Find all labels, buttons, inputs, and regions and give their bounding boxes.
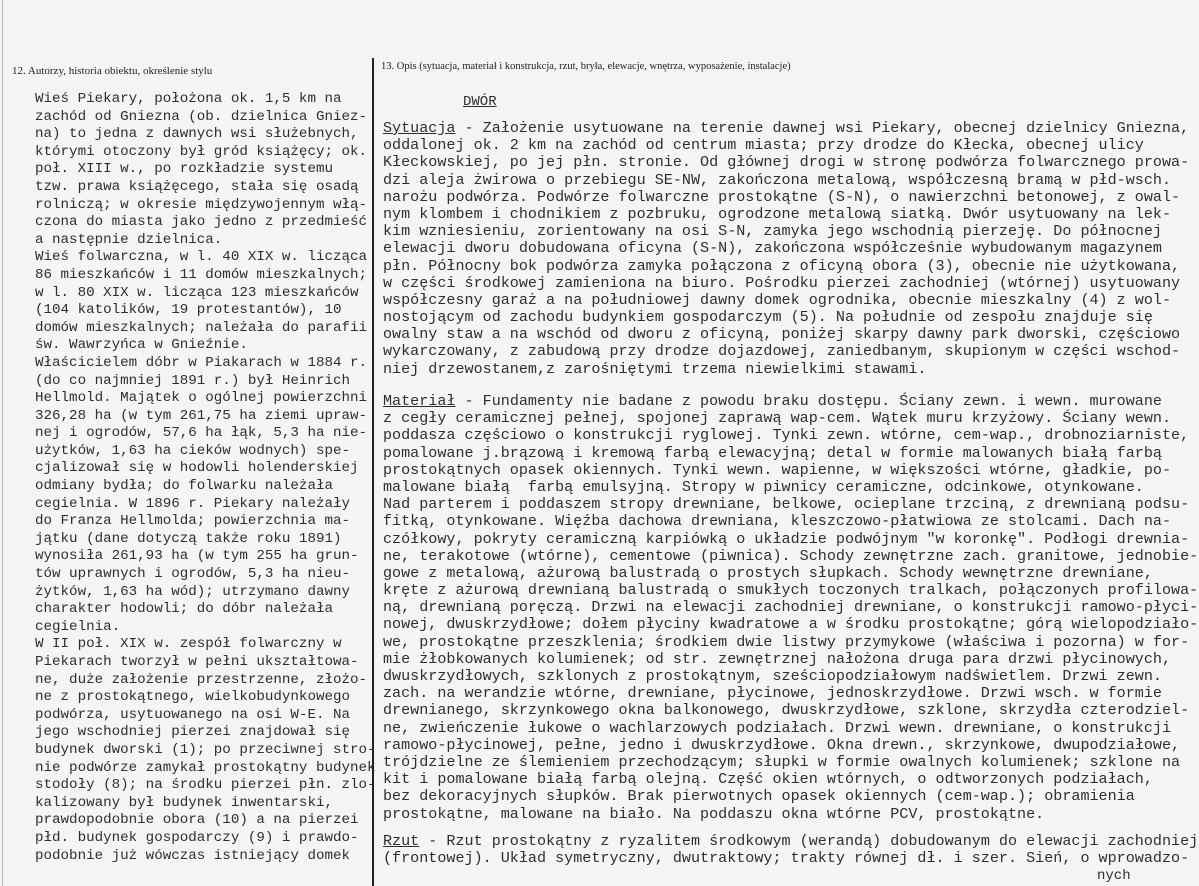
text-line: budynek dworski (1); po przeciwnej stro-: [35, 741, 376, 758]
text-line: nej i ogrodów, 57,6 ha łąk, 5,3 ha nie-: [35, 425, 368, 442]
text-line: ną, drewnianą poręczą. Drzwi na elewacji zachodniej drewniane, o konstrukcji ramowo-płyci-: [383, 598, 1199, 617]
text-line: kalizowany był budynek inwentarski,: [35, 794, 333, 811]
text-line: cegielnia. W 1896 r. Piekary należały: [35, 495, 351, 512]
text-line: kim wzniesieniu, zorientowany na osi S-N, zamyka jego wschodnią pierzeję. Do północnej: [383, 222, 1162, 241]
text-line: zachód od Gniezna (ob. dzielnica Gniez-: [35, 108, 368, 125]
text-line: podwórza, usytuowanego na osi W-E. Na: [35, 706, 351, 723]
text-line: wynosiła 261,93 ha (w tym 255 ha grun-: [35, 548, 359, 565]
text-line: pomalowane j.brązową i kremową farbą elewacyjną; detal w formie malowanych białą farbą: [383, 443, 1162, 462]
text-line: żytków, 1,63 ha wód); utrzymano dawny: [35, 583, 351, 600]
text-line: fitką, otynkowane. Więźba dachowa drewniana, kleszczowo-płatwiowa ze stolcami. Dach na-: [383, 512, 1172, 531]
text-line: prawdopodobnie obora (10) a na pierzei: [35, 812, 359, 829]
history-text: [35, 91, 376, 865]
text-line: jątku (dane dotyczą także roku 1891): [35, 530, 342, 547]
text-line: podobnie już wówczas istniejący domek: [35, 847, 351, 864]
text-line: współczesny garaż a na południowej dawny domek ogrodnika, obecnie mieszkalny (4) z wol-: [383, 290, 1172, 309]
text-line: kręte z ażurową drewnianą balustradą o smukłych toczonych tralkach, połączonych profilowa-: [383, 581, 1199, 600]
text-line: Wieś Piekary, położona ok. 1,5 km na: [35, 91, 342, 107]
text-line: ne z prostokątnego, wielkobudynkowego: [35, 689, 351, 706]
text-line: nie podwórze zamykał prostokątny budynek: [35, 759, 376, 776]
text-line: charakter hodowli; do dóbr należała: [35, 601, 333, 618]
text-line: cegielnia.: [35, 618, 121, 635]
text-line: Właścicielem dóbr w Piakarach w 1884 r.: [35, 354, 368, 371]
text-line: Piekarach tworzył w pełni ukształtowa-: [35, 654, 359, 670]
text-line: gowe z metalową, ażurową balustradą o prostych słupkach. Schody wewnętrzne drewniane,: [383, 563, 1153, 582]
text-line: trójdzielne ze ślemieniem przechodzącym; słupki w formie owalnych kolumienek; szklone na: [383, 752, 1181, 771]
text-line: domów mieszkalnych; należała do parafii: [35, 319, 368, 336]
text-line: ne, terakotowe (wtórne), cementowe (piwnica). Schody zewnętrzne zach. granitowe, jednobie-: [383, 546, 1199, 565]
text-line: dwuskrzydłowych, szklonych z prostokątnym, sześciopodziałowym nadświetlem. Drzwi zewn.: [383, 667, 1162, 685]
section-12-header: 12. Autorzy, historia obiektu, określenie stylu: [12, 65, 213, 77]
text-line: nostojącym od zachodu budynkiem gospodarczym (5). Na południe od zespołu znajduje się: [383, 308, 1153, 327]
paragraph-sytuacja: [383, 120, 1189, 378]
text-line: Nad parterem i poddaszem stropy drewniane, belkowe, ocieplane trzciną, z drewnianą podsu-: [383, 495, 1190, 514]
text-line: a następnie dzielnica.: [35, 231, 223, 248]
text-line: niej drzewostanem,z zarośniętymi trzema niewielkimi stawami.: [383, 359, 927, 378]
text-line: [383, 833, 1198, 850]
text-line: tów uprawnych i ogrodów, 5,3 ha nieu-: [35, 566, 351, 583]
text-line: [383, 393, 1198, 410]
text-line: narożu podwórza. Podwórze folwarczne prostokątne (S-N), o nawierzchni betonowej, z owal-: [383, 187, 1181, 206]
text-line: owalny staw a na wschód od dworu z oficyną, poniżej skarpy dawny park dworski, częściowo: [383, 325, 1181, 344]
section-label: Sytuacja: [383, 119, 456, 137]
text-line: ramowo-płycinowej, pełne, jedno i dwuskrzydłowe. Okna drewn., skrzynkowe, dwupodziałowe,: [383, 735, 1181, 754]
text-line: mie żłobkowanych kolumienek; od str. zewnętrznej nałożona druga para drzwi płycinowych,: [383, 649, 1172, 668]
text-line: którymi otoczony był gród książęcy; ok.: [35, 143, 368, 160]
text-line: [383, 120, 1189, 137]
text-line: dzi aleja żwirowa o przebiegu SE-NW, zakończona metalową, współczesną bramą w płd-wsch.: [383, 170, 1172, 189]
text-line: ne, duże założenie przestrzenne, złożo-: [35, 671, 368, 688]
text-line: nowej, dwuskrzydłowe; dołem płyciny kwadratowe a w środku prostokątne; górą wielopodziało-: [383, 615, 1199, 634]
text-line: nym klombem i chodnikiem z pozbruku, ogrodzone metalową siatką. Dwór usytuowany na lek-: [383, 204, 1172, 223]
text-line: Hellmold. Majątek o ogólnej powierzchni: [35, 390, 368, 407]
text-line: we, prostokątne przeszklenia; środkiem dwie listwy przymykowe (właściwa i pozorna) w for-: [383, 632, 1190, 651]
text-line: odmiany bydła; do folwarku należała: [35, 478, 333, 495]
continuation-text: nych: [1097, 868, 1131, 884]
text-line: drewnianego, skrzynkowego okna balkonowego, dwuskrzydłowe, szklone, skrzydła czterodziel-: [383, 701, 1190, 720]
section-label: Rzut: [383, 832, 420, 850]
text-line: płn. Północny bok podwórza zamyka połączona z oficyną obora (3), obecnie nie użytkowana,: [383, 256, 1181, 275]
text-line: ne, zwieńczenie łukowe o wachlarzowych podziałach. Drzwi wewn. drewniane, o konstrukcji: [383, 718, 1172, 737]
text-line: do Franza Hellmolda; powierzchnia ma-: [35, 513, 351, 530]
text-line: zach. na werandzie wtórne, drewniane, płycinowe, jednoskrzydłowe. Drzwi wsch. w formie: [383, 684, 1162, 703]
text-line: W II poł. XIX w. zespół folwarczny w: [35, 636, 342, 653]
text-line: cjalizował się w hodowli holenderskiej: [35, 460, 359, 477]
building-title: DWÓR: [463, 94, 497, 110]
page-edge: [2, 0, 3, 886]
text-line: Wieś folwarczna, w l. 40 XIX w. licząca: [35, 249, 368, 266]
section-13-header: 13. Opis (sytuacja, materiał i konstrukcja, rzut, bryła, elewacje, wnętrza, wyposażenie, instalacje): [381, 61, 791, 72]
text-line: 86 mieszkańców i 11 domów mieszkalnych;: [35, 266, 368, 283]
text-line: (do co najmniej 1891 r.) był Heinrich: [35, 372, 351, 389]
text-line: poł. XIII w., po rozkładzie systemu: [35, 161, 333, 178]
text-line: czółkowy, pokryty ceramiczną karpiówką o układzie podwójnym "w koronkę". Podłogi drewnia-: [383, 529, 1190, 548]
text-line-rest: - Założenie usytuowane na terenie dawnej wsi Piekary, obecnej dzielnicy Gniezna,: [455, 119, 1190, 137]
text-line: w części środkowej zamieniona na biuro. Pośrodku pierzei zachodniej (wtórnej) usytuowany: [383, 273, 1181, 292]
text-line-rest: - Fundamenty nie badane z powodu braku dostępu. Ściany zewn. i wewn. murowane: [455, 392, 1162, 410]
text-line: elewacji dworu dobudowana oficyna (S-N), zakończona współcześnie wybudowanym magazynem: [383, 239, 1162, 258]
text-line: bez dekoracyjnych słupków. Brak pierwotnych opasek okiennych (cem-wap.); obramienia: [383, 787, 1135, 806]
text-line: 326,28 ha (w tym 261,75 ha ziemi upraw-: [35, 407, 368, 424]
text-line: tzw. prawa książęcego, stała się osadą: [35, 178, 359, 195]
text-line: prostokątne, malowane na biało. Na poddaszu okna wtórne PCV, prostokątne.: [383, 804, 1045, 823]
text-line: malowane białą farbą emulsyjną. Stropy w piwnicy ceramiczne, odcinkowe, otynkowane.: [383, 477, 1144, 496]
text-line: jego wschodniej pierzei znajdował się: [35, 724, 351, 741]
text-line: (frontowej). Układ symetryczny, dwutraktowy; trakty równej dł. i szer. Sień, o wprowadzo-: [383, 849, 1190, 868]
text-line: rolniczą; w okresie międzywojennym włą-: [35, 196, 368, 213]
text-line: z cegły ceramicznej pełnej, spojonej zaprawą wap-cem. Wątek muru krzyżowy. Ściany wewn.: [383, 409, 1172, 428]
paragraph-rzut: [383, 833, 1198, 867]
text-line: stodoły (8); na środku pierzei płn. zlo-: [35, 777, 376, 794]
text-line: na) to jedna z dawnych wsi służebnych,: [35, 126, 359, 143]
text-line: Kłeckowskiej, po jej płn. stronie. Od głównej drogi w stronę podwórza folwarcznego prowa-: [383, 153, 1190, 172]
text-line: św. Wawrzyńca w Gnieźnie.: [35, 337, 248, 354]
text-line: wykarczowany, z zabudową przy drodze dojazdowej, zaniedbanym, skupionym w części wschod-: [383, 342, 1181, 361]
paragraph-material: [383, 393, 1198, 823]
text-line: w l. 80 XIX w. licząca 123 mieszkańców: [35, 284, 359, 301]
text-line: płd. budynek gospodarczy (9) i prawdo-: [35, 829, 359, 846]
text-line: prostokątnych opasek okiennych. Tynki wewn. wapienne, w większości wtórne, gładkie, po-: [383, 460, 1172, 479]
text-line: użytków, 1,63 ha cieków wodnych) spe-: [35, 442, 351, 459]
text-line-rest: - Rzut prostokątny z ryzalitem środkowym (werandą) dobudowanym do elewacji zachodniej: [419, 832, 1199, 850]
text-line: czona do miasta jako jedno z przedmieść: [35, 214, 368, 231]
text-line: (104 katolików, 19 protestantów), 10: [35, 302, 342, 319]
text-line: oddalonej ok. 2 km na zachód od centrum miasta; przy drodze do Kłecka, obecnej ulicy: [383, 136, 1144, 155]
text-line: kit i pomalowane białą farbą olejną. Część okien wtórnych, o odtworzonych podziałach,: [383, 770, 1153, 789]
text-line: poddasza częściowo o konstrukcji ryglowej. Tynki zewn. wtórne, cem-wap., drobnoziarniste,: [383, 426, 1190, 445]
section-label: Materiał: [383, 392, 456, 410]
